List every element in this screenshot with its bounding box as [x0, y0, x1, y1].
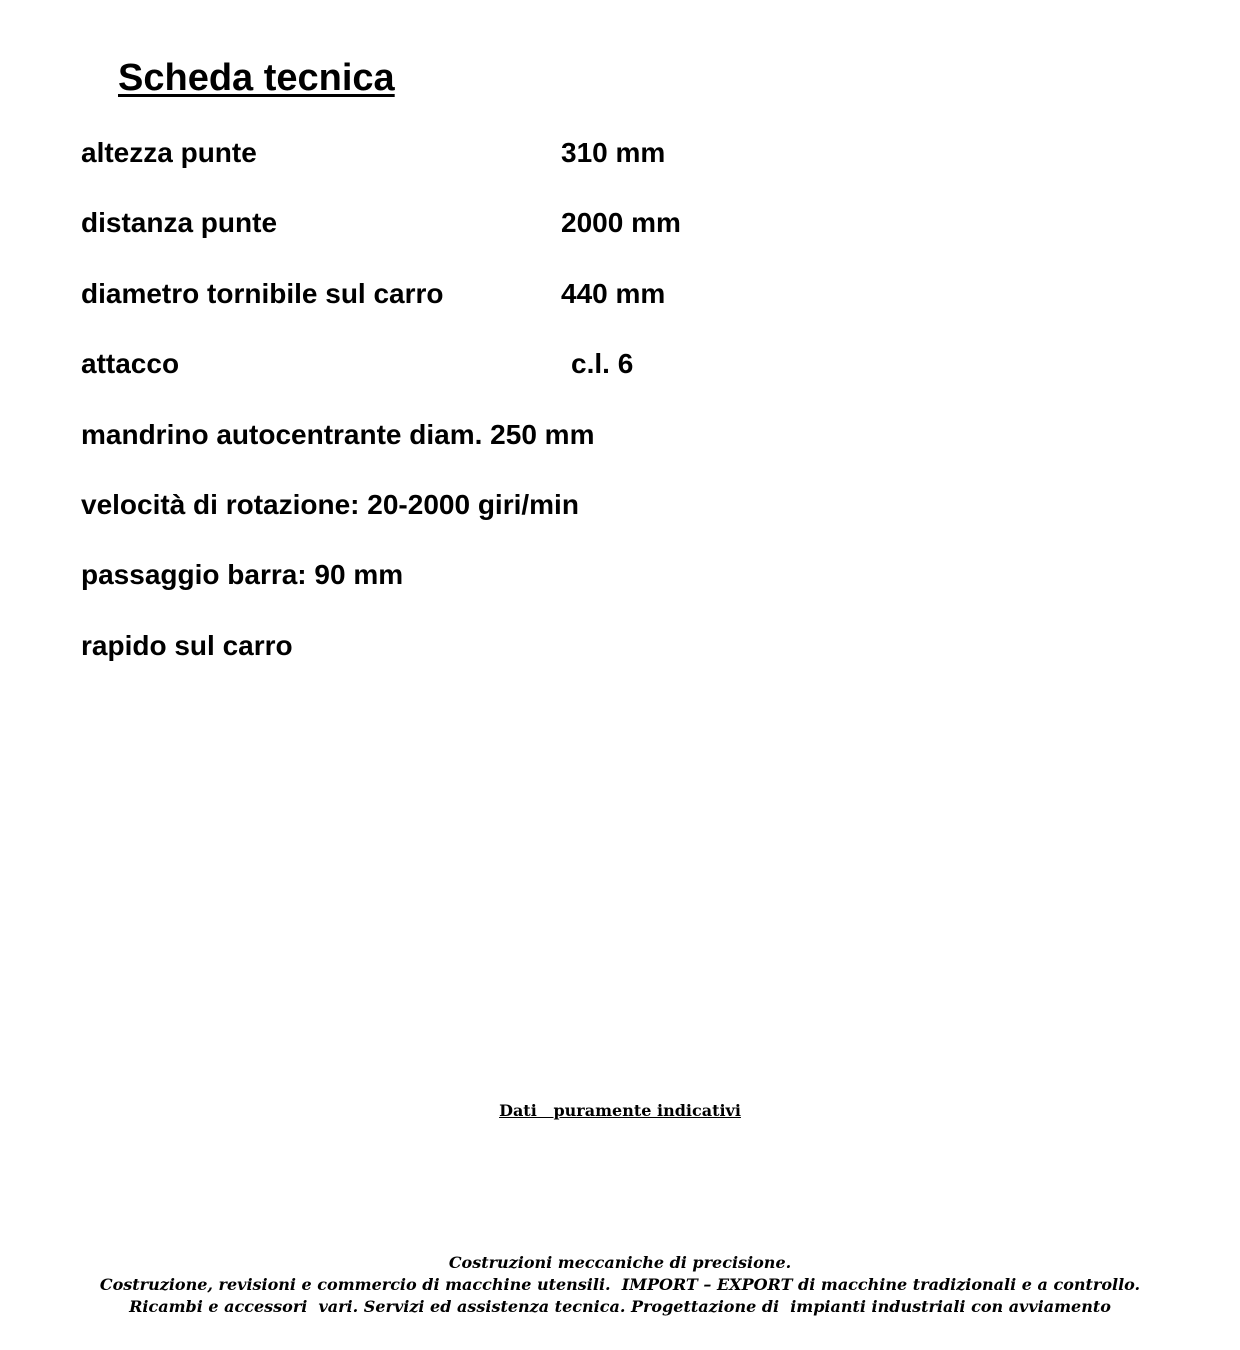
footer-line: Costruzione, revisioni e commercio di macchine utensili. IMPORT – EXPORT di macchine tradizionali e a controllo. [99, 1275, 1141, 1294]
company-footer [0, 1252, 1240, 1318]
spec-value: c.l. 6 [571, 348, 634, 380]
footer-line: Ricambi e accessori vari. Servizi ed assistenza tecnica. Progettazione di impianti industriali con avviamento [129, 1297, 1111, 1316]
spec-label: passaggio barra: 90 mm [81, 559, 404, 591]
spec-label: rapido sul carro [81, 629, 293, 661]
spec-label: mandrino autocentrante diam. 250 mm [81, 418, 595, 450]
disclaimer-note: Dati puramente indicativi [499, 1101, 741, 1120]
spec-value: 310 mm [561, 137, 666, 168]
spec-value: 2000 mm [561, 207, 681, 239]
spec-label: distanza punte [81, 207, 278, 239]
spec-label: velocità di rotazione: 20-2000 giri/min [81, 488, 579, 520]
footer-line: Costruzioni meccaniche di precisione. [448, 1253, 792, 1272]
spec-label: altezza punte [81, 137, 257, 168]
spec-label: attacco [81, 348, 180, 380]
page-title: Scheda tecnica [118, 57, 395, 99]
spec-label: diametro tornibile sul carro [81, 277, 444, 309]
spec-value: 440 mm [561, 277, 666, 309]
